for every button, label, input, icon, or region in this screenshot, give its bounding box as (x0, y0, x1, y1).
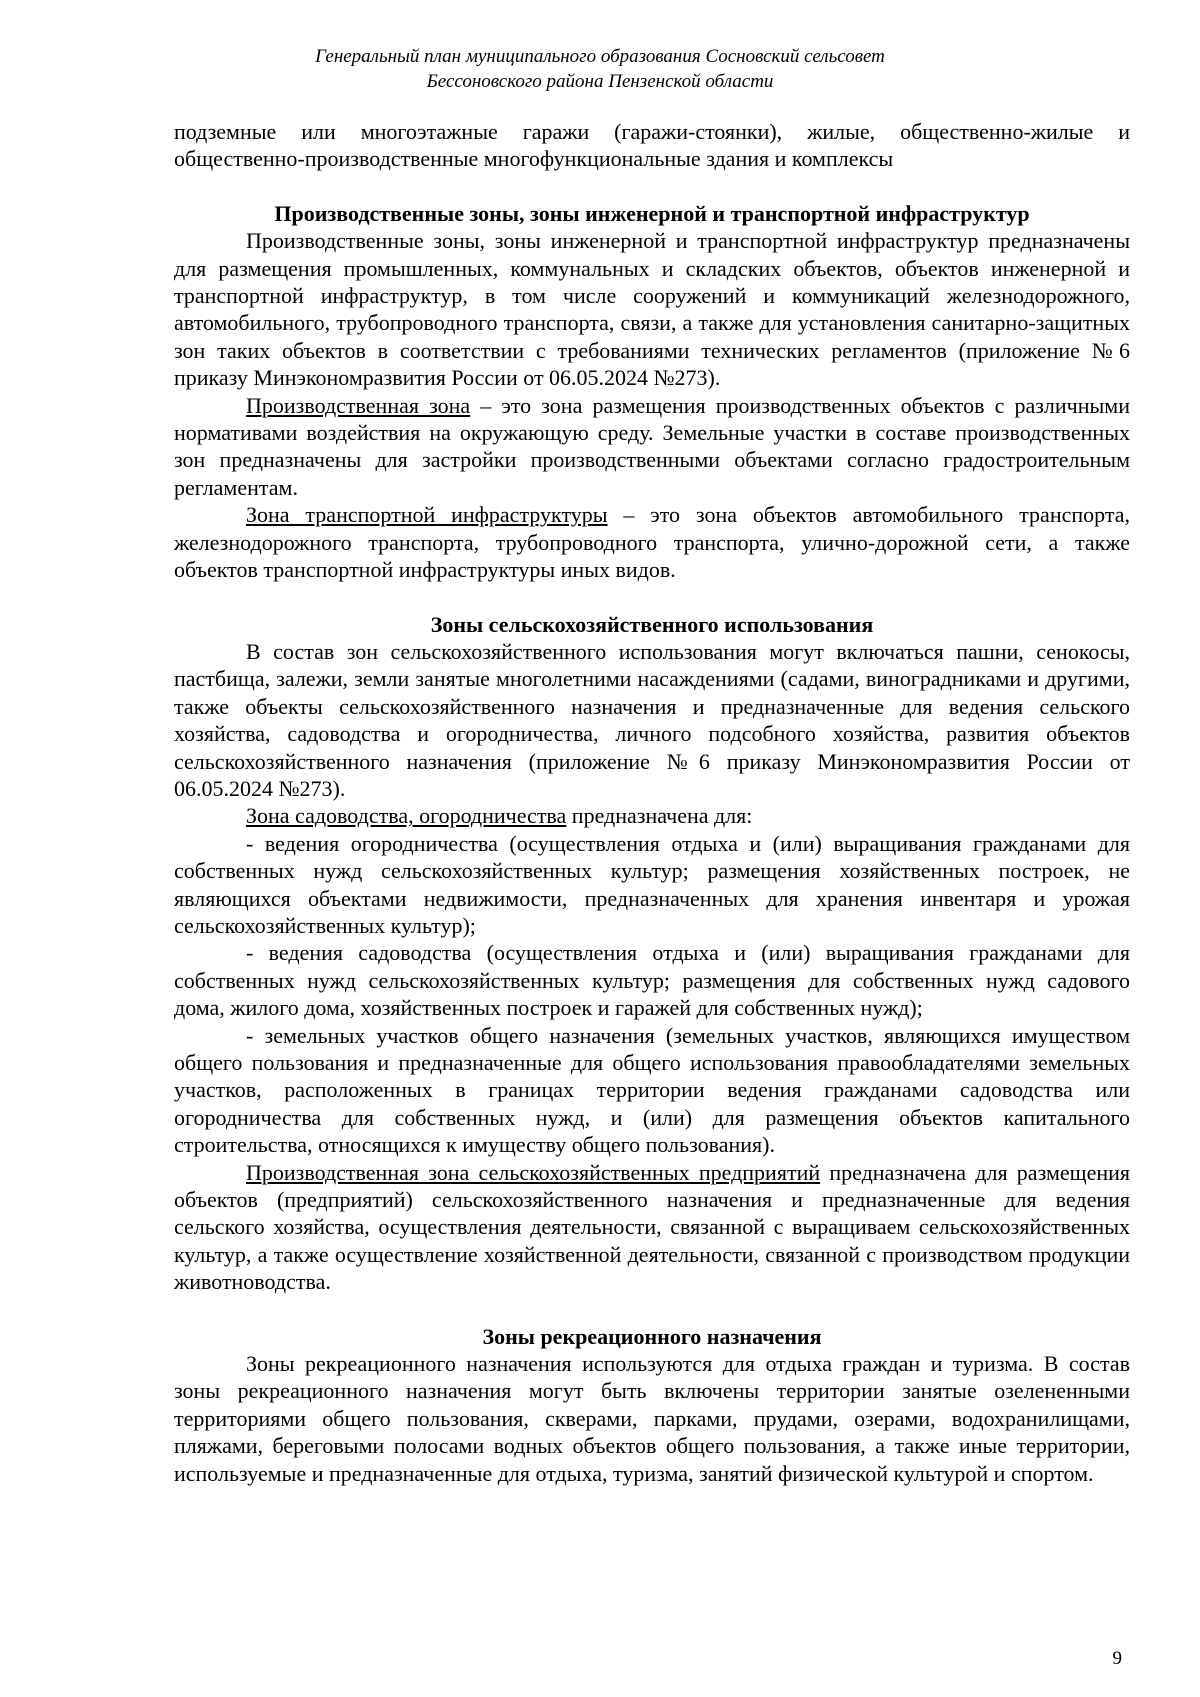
term-agri-enterprise-zone: Производственная зона сельскохозяйственных предприятий (246, 1159, 821, 1185)
list-item: - земельных участков общего назначения (земельных участков, являющихся имуществом общего пользования и предназначенные для общего использования правообладателями земельных участков, расположенных в границах территории ведения гражданами садоводства или огородничества для собственных нужд, и (или) для размещения объектов капитального строительства, относящихся к имуществу общего пользования). (174, 1022, 1130, 1158)
term-transport-zone: Зона транспортной инфраструктуры (246, 502, 608, 528)
agricultural-paragraph-1: В состав зон сельскохозяйственного использования могут включаться пашни, сенокосы, пастбища, залежи, земли занятые многолетними насаждениями (садами, виноградниками и другими, также объекты сельскохозяйственного назначения и предназначенные для ведения сельского хозяйства, садоводства и огородничества, личного подсобного хозяйства, развития объектов сельскохозяйственного назначения (приложение №6 приказу Минэкономразвития России от 06.05.2024 №273). (174, 638, 1130, 801)
production-paragraph-1: Производственные зоны, зоны инженерной и транспортной инфраструктур предназначены для размещения промышленных, коммунальных и складских объектов, объектов инженерной и транспортной инфраструктур, в том числе сооружений и коммуникаций железнодорожного, автомобильного, трубопроводного транспорта, связи, а также для установления санитарно-защитных зон таких объектов в соответствии с требованиями технических регламентов (приложение №6 приказу Минэкономразвития России от 06.05.2024 №273). (174, 228, 1130, 391)
agri-enterprise-zone-purpose: предназначена для размещения объектов (предприятий) сельскохозяйственного назначения и предназначенные для ведения сельского хозяйства, осуществления деятельности, связанной с выращиваем сельскохозяйственных культур, а также осуществление хозяйственной деятельности, связанной с производством продукции животноводства. (174, 1159, 1130, 1295)
production-zone-definition: – это зона размещения производственных объектов с различными нормативами воздействия на окружающую среду. Земельные участки в составе производственных зон предназначены для застройки производственными объектами согласно градостроительным регламентам. (174, 392, 1130, 500)
term-production-zone: Производственная зона (246, 392, 471, 418)
section-heading-recreational: Зоны рекреационного назначения (482, 1323, 822, 1349)
gardening-zone-purpose: предназначена для: (566, 803, 753, 829)
agricultural-paragraph-3 (174, 1159, 1130, 1296)
term-gardening-zone: Зона садоводства, огородничества (246, 803, 567, 829)
document-body (174, 118, 1130, 1487)
recreational-paragraph-1: Зоны рекреационного назначения используются для отдыха граждан и туризма. В состав зоны рекреационного назначения могут быть включены территории занятые озелененными территориями общего пользования, скверами, парками, прудами, озерами, водохранилищами, пляжами, береговыми полосами водных объектов общего пользования, а также иные территории, используемые и предназначенные для отдыха, туризма, занятий физической культурой и спортом. (174, 1351, 1130, 1486)
production-paragraph-2 (174, 392, 1130, 502)
production-paragraph-3 (174, 501, 1130, 583)
agricultural-paragraph-2 (174, 802, 1130, 829)
section-heading-agricultural: Зоны сельскохозяйственного использования (430, 611, 874, 637)
list-item: - ведения огородничества (осуществления отдыха и (или) выращивания гражданами для собственных нужд сельскохозяйственных культур; размещения хозяйственных построек, не являющихся объектами недвижимости, предназначенных для хранения инвентаря и урожая сельскохозяйственных культур); (174, 830, 1130, 938)
page-number: 9 (1112, 1648, 1122, 1669)
header-line-2: Бессоновского района Пензенской области (426, 71, 774, 92)
document-header (0, 44, 1200, 94)
spacer (174, 173, 1130, 200)
spacer (174, 584, 1130, 611)
transport-zone-definition: – это зона объектов автомобильного транспорта, железнодорожного транспорта, трубопроводного транспорта, улично-дорожной сети, а также объектов транспортной инфраструктуры иных видов. (174, 502, 1130, 583)
section-heading-production: Производственные зоны, зоны инженерной и транспортной инфраструктур (274, 200, 1030, 226)
header-line-1: Генеральный план муниципального образования Сосновский сельсовет (315, 46, 885, 67)
intro-paragraph: подземные или многоэтажные гаражи (гаражи-стоянки), жилые, общественно-жилые и общественно-производственные многофункциональные здания и комплексы (174, 119, 1130, 172)
spacer (174, 1296, 1130, 1323)
list-item: - ведения садоводства (осуществления отдыха и (или) выращивания гражданами для собственных нужд сельскохозяйственных культур; размещения для собственных нужд садового дома, жилого дома, хозяйственных построек и гаражей для собственных нужд); (174, 940, 1130, 1021)
